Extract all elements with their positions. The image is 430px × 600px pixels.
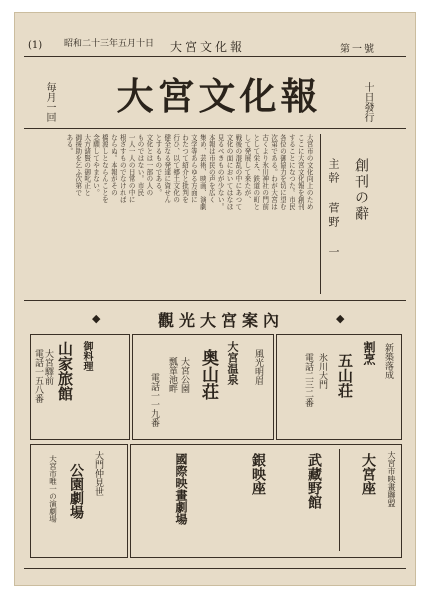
article-column: ある。 — [64, 134, 73, 155]
issue-date: 昭和二十三年五月十日 — [64, 39, 155, 49]
ad-okuyama-type: 大宮温泉 — [226, 341, 239, 385]
ad-yamaya-type: 御料理 — [81, 341, 92, 371]
ad-satsuki-address: 氷川大門 — [317, 353, 327, 389]
ad-okuyama-name: 奥山荘 — [198, 349, 218, 400]
ad-yamaya-name: 山家旅館 — [56, 341, 74, 401]
article-column: 健全なる発達に資せん — [162, 134, 171, 203]
page-number: 第一號 — [340, 44, 376, 55]
article-column: 大宮市の文化向上のため — [305, 134, 314, 210]
article-divider — [320, 134, 321, 294]
article-bottom-rule — [24, 300, 406, 301]
article-column: とするものである。 — [153, 134, 162, 197]
ad-musashino-name: 武藏野館 — [306, 453, 322, 509]
ad-okuyama-phone: 電話一一九番 — [149, 373, 159, 427]
article-column: 根ざすものでなければ — [118, 134, 127, 203]
banner-ornament-right: ◆ — [336, 312, 345, 325]
guide-banner: 觀光大宮案內 — [157, 311, 284, 330]
article-column: 次第である。わが大宮は — [269, 134, 278, 210]
article-column: 本報は市民の声を広く — [207, 134, 216, 203]
masthead-frequency: 毎月一回 — [44, 82, 55, 122]
article-column: わたつて紹介と批判を — [180, 134, 189, 203]
issue-number: (1) — [28, 40, 43, 51]
article-column: 橋渡しとならんことを — [100, 134, 109, 203]
article-column: 文化の面においてはなほ — [225, 134, 234, 210]
header-title: 大宮文化報 — [170, 40, 246, 54]
article-column: 行ひ、以て郷土文化の — [171, 134, 180, 203]
ad-satsuki-box — [276, 334, 402, 440]
ad-yamaya-box — [30, 334, 130, 440]
ad-kokusai-name: 國際映畫劇場 — [174, 453, 188, 525]
article-column: 各位の御協力を切に望む — [278, 134, 287, 210]
ad-okuyama-slogan: 風光明眉 — [253, 349, 263, 385]
ad-okuyama-location: 大宮公園 — [179, 357, 189, 393]
ad-yamaya-address: 大宮驛前 — [43, 349, 53, 385]
article-column: ならぬ。本報がその — [109, 134, 118, 197]
article-title: 創刊の辭 — [353, 158, 369, 222]
article-column: 古くより氷川神社の門前 — [260, 134, 269, 210]
masthead-publish-day: 十日發行 — [362, 82, 373, 122]
ad-yamaya-phone: 電話一五八番 — [33, 349, 43, 403]
ad-satsuki-type: 割烹 — [362, 341, 376, 365]
masthead-rule — [24, 128, 406, 129]
masthead-title: 大宮文化報 — [116, 75, 322, 118]
article-column: して発展して来たが、 — [242, 134, 251, 203]
ad-koen-box — [30, 444, 128, 558]
ad-okuyama-box — [132, 334, 274, 440]
ad-koen-location: 大門仲見世 — [93, 451, 103, 496]
article-column: として栄え、鉄道の町と — [251, 134, 260, 210]
article-column: 念願してやまない。 — [91, 134, 100, 197]
article-column: 見るべきものが少ない。 — [216, 134, 225, 210]
header-rule — [24, 56, 406, 57]
article-column: ここに大宮文化報を創刊 — [296, 134, 305, 210]
footer-rule — [24, 568, 406, 569]
article-author: 主幹 菅野 一 — [327, 158, 340, 260]
article-column: 戦後の混乱の中にあつて — [233, 134, 242, 210]
ad-satsuki-name: 五山荘 — [336, 353, 354, 398]
ad-cinema-box — [130, 444, 402, 558]
article-column: 大方諸賢の御叱正と — [82, 134, 91, 197]
ad-satsuki-phone: 電話二三二番 — [303, 353, 313, 407]
article-column: することになつた。市民 — [287, 134, 296, 210]
ad-okuyama-location-2: 瓢箪池畔 — [167, 357, 177, 393]
ad-koen-note: 大宮市唯一の演劇場 — [48, 455, 58, 523]
article-column: 一人一人の日常の中に — [127, 134, 136, 203]
ad-omiya-name: 大宮座 — [360, 453, 376, 495]
article-column: 集め、芸術、映画、演劇 — [198, 134, 207, 210]
article-column: 御援助を乞ふ次第で — [73, 134, 82, 197]
ad-ginei-name: 銀映座 — [250, 453, 266, 495]
cinema-league-note: 大宮市映畫聯盟 — [387, 451, 396, 507]
article-column: 文学等あらゆる方面に — [189, 134, 198, 203]
banner-ornament-left: ◆ — [92, 312, 101, 325]
cinema-divider — [339, 449, 340, 551]
ad-koen-name: 公園劇場 — [68, 463, 84, 519]
article-column: ものではない。市民 — [136, 134, 145, 197]
article-column: 文化とは一部の人の — [144, 134, 153, 197]
ad-satsuki-note: 新築落成 — [383, 343, 393, 379]
